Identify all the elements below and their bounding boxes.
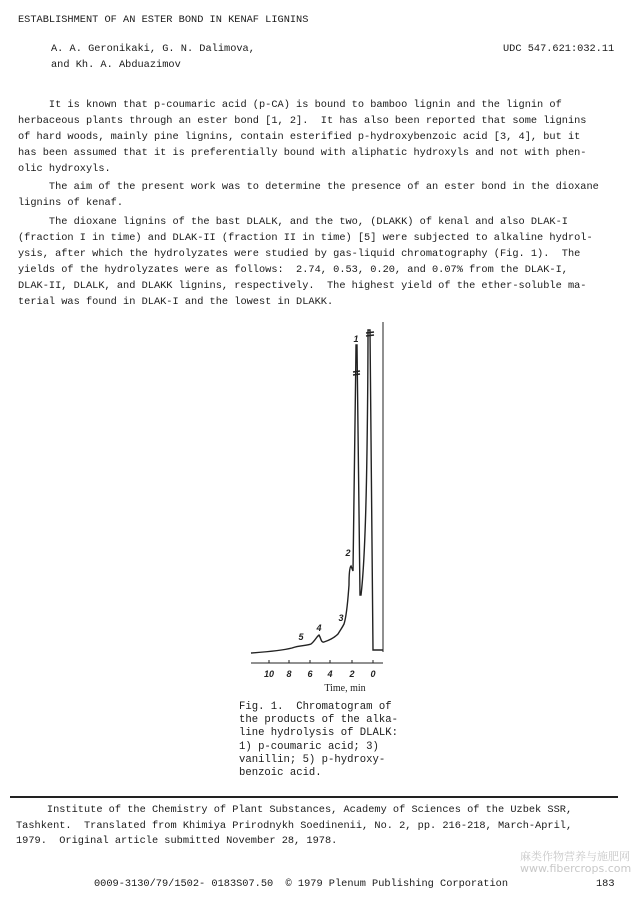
author-line-2: and Kh. A. Abduazimov xyxy=(51,59,181,71)
text-line: (fraction I in time) and DLAK-II (fraction II in time) [5] were subjected to alkaline hydrol- xyxy=(18,232,593,244)
text-line: The dioxane lignins of the bast DLALK, and the two, (DLAKK) of kenal and also DLAK-I xyxy=(18,216,568,228)
text-line: It is known that p-coumaric acid (p-CA) is bound to bamboo lignin and the lignin of xyxy=(18,99,562,111)
peak-label: 3 xyxy=(338,613,344,623)
page-number: 183 xyxy=(596,878,615,890)
footnote-divider xyxy=(10,796,618,798)
x-axis-label: Time, min xyxy=(324,683,366,694)
text-line: olic hydroxyls. xyxy=(18,163,111,175)
peak-label: 4 xyxy=(316,623,322,633)
watermark xyxy=(520,851,631,875)
footnote-line: 1979. Original article submitted November 28, 1978. xyxy=(16,835,338,847)
text-line: of hard woods, mainly pine lignins, contain esterified p-hydroxybenzoic acid [3, 4], but it xyxy=(18,131,581,143)
text-line: has been assumed that it is preferentially bound with aliphatic hydroxyls and not with phen- xyxy=(18,147,587,159)
caption-line: the products of the alka- xyxy=(239,714,398,726)
x-tick-label: 0 xyxy=(370,669,376,679)
author-line-1: A. A. Geronikaki, G. N. Dalimova, xyxy=(51,43,255,55)
watermark-line: www.fibercrops.com xyxy=(520,862,632,875)
caption-line: Fig. 1. Chromatogram of xyxy=(239,701,392,713)
peak-label: 5 xyxy=(298,632,304,642)
text-line: yields of the hydrolyzates were as follows: 2.74, 0.53, 0.20, and 0.07% from the DLAK-I, xyxy=(18,264,568,276)
text-line: ysis, after which the hydrolyzates were studied by gas-liquid chromatography (Fig. 1). The xyxy=(18,248,581,260)
peak-label: 1 xyxy=(353,334,359,344)
x-tick-label: 8 xyxy=(286,669,292,679)
x-tick-label: 4 xyxy=(327,669,333,679)
x-tick-label: 6 xyxy=(307,669,313,679)
chromatogram-trace xyxy=(251,330,383,653)
copyright-line: 0009-3130/79/1502- 0183S07.50 © 1979 Plenum Publishing Corporation xyxy=(94,878,509,890)
peak1-break-mark xyxy=(353,371,360,372)
footnote-line: Tashkent. Translated from Khimiya Prirodnykh Soedinenii, No. 2, pp. 216-218, March-April, xyxy=(16,820,573,832)
text-line: herbaceous plants through an ester bond [1, 2]. It has also been reported that some lignins xyxy=(18,115,587,127)
peak1-break-mark xyxy=(353,374,360,375)
x-tick-label: 10 xyxy=(263,669,275,679)
solvent-peak-break xyxy=(366,332,374,333)
solvent-peak-break xyxy=(366,335,374,336)
article-title: ESTABLISHMENT OF AN ESTER BOND IN KENAF LIGNINS xyxy=(18,14,309,26)
udc-code: UDC 547.621:032.11 xyxy=(503,43,615,55)
peak-label: 2 xyxy=(345,548,351,558)
x-tick-label: 2 xyxy=(349,669,355,679)
watermark-line: 麻类作物营养与施肥网 xyxy=(520,850,630,863)
text-line: The aim of the present work was to determine the presence of an ester bond in the dioxane xyxy=(18,181,599,193)
footnote-line: Institute of the Chemistry of Plant Substances, Academy of Sciences of the Uzbek SSR, xyxy=(16,804,573,816)
caption-line: 1) p-coumaric acid; 3) xyxy=(239,741,379,753)
caption-line: vanillin; 5) p-hydroxy- xyxy=(239,754,386,766)
text-line: DLAK-II, DLALK, and DLAKK lignins, respectively. The highest yield of the ether-soluble ma- xyxy=(18,280,587,292)
caption-line: line hydrolysis of DLALK: xyxy=(239,727,398,739)
text-line: terial was found in DLAK-I and the lowest in DLAKK. xyxy=(18,296,334,308)
text-line: lignins of kenaf. xyxy=(18,197,124,209)
caption-line: benzoic acid. xyxy=(239,767,322,779)
